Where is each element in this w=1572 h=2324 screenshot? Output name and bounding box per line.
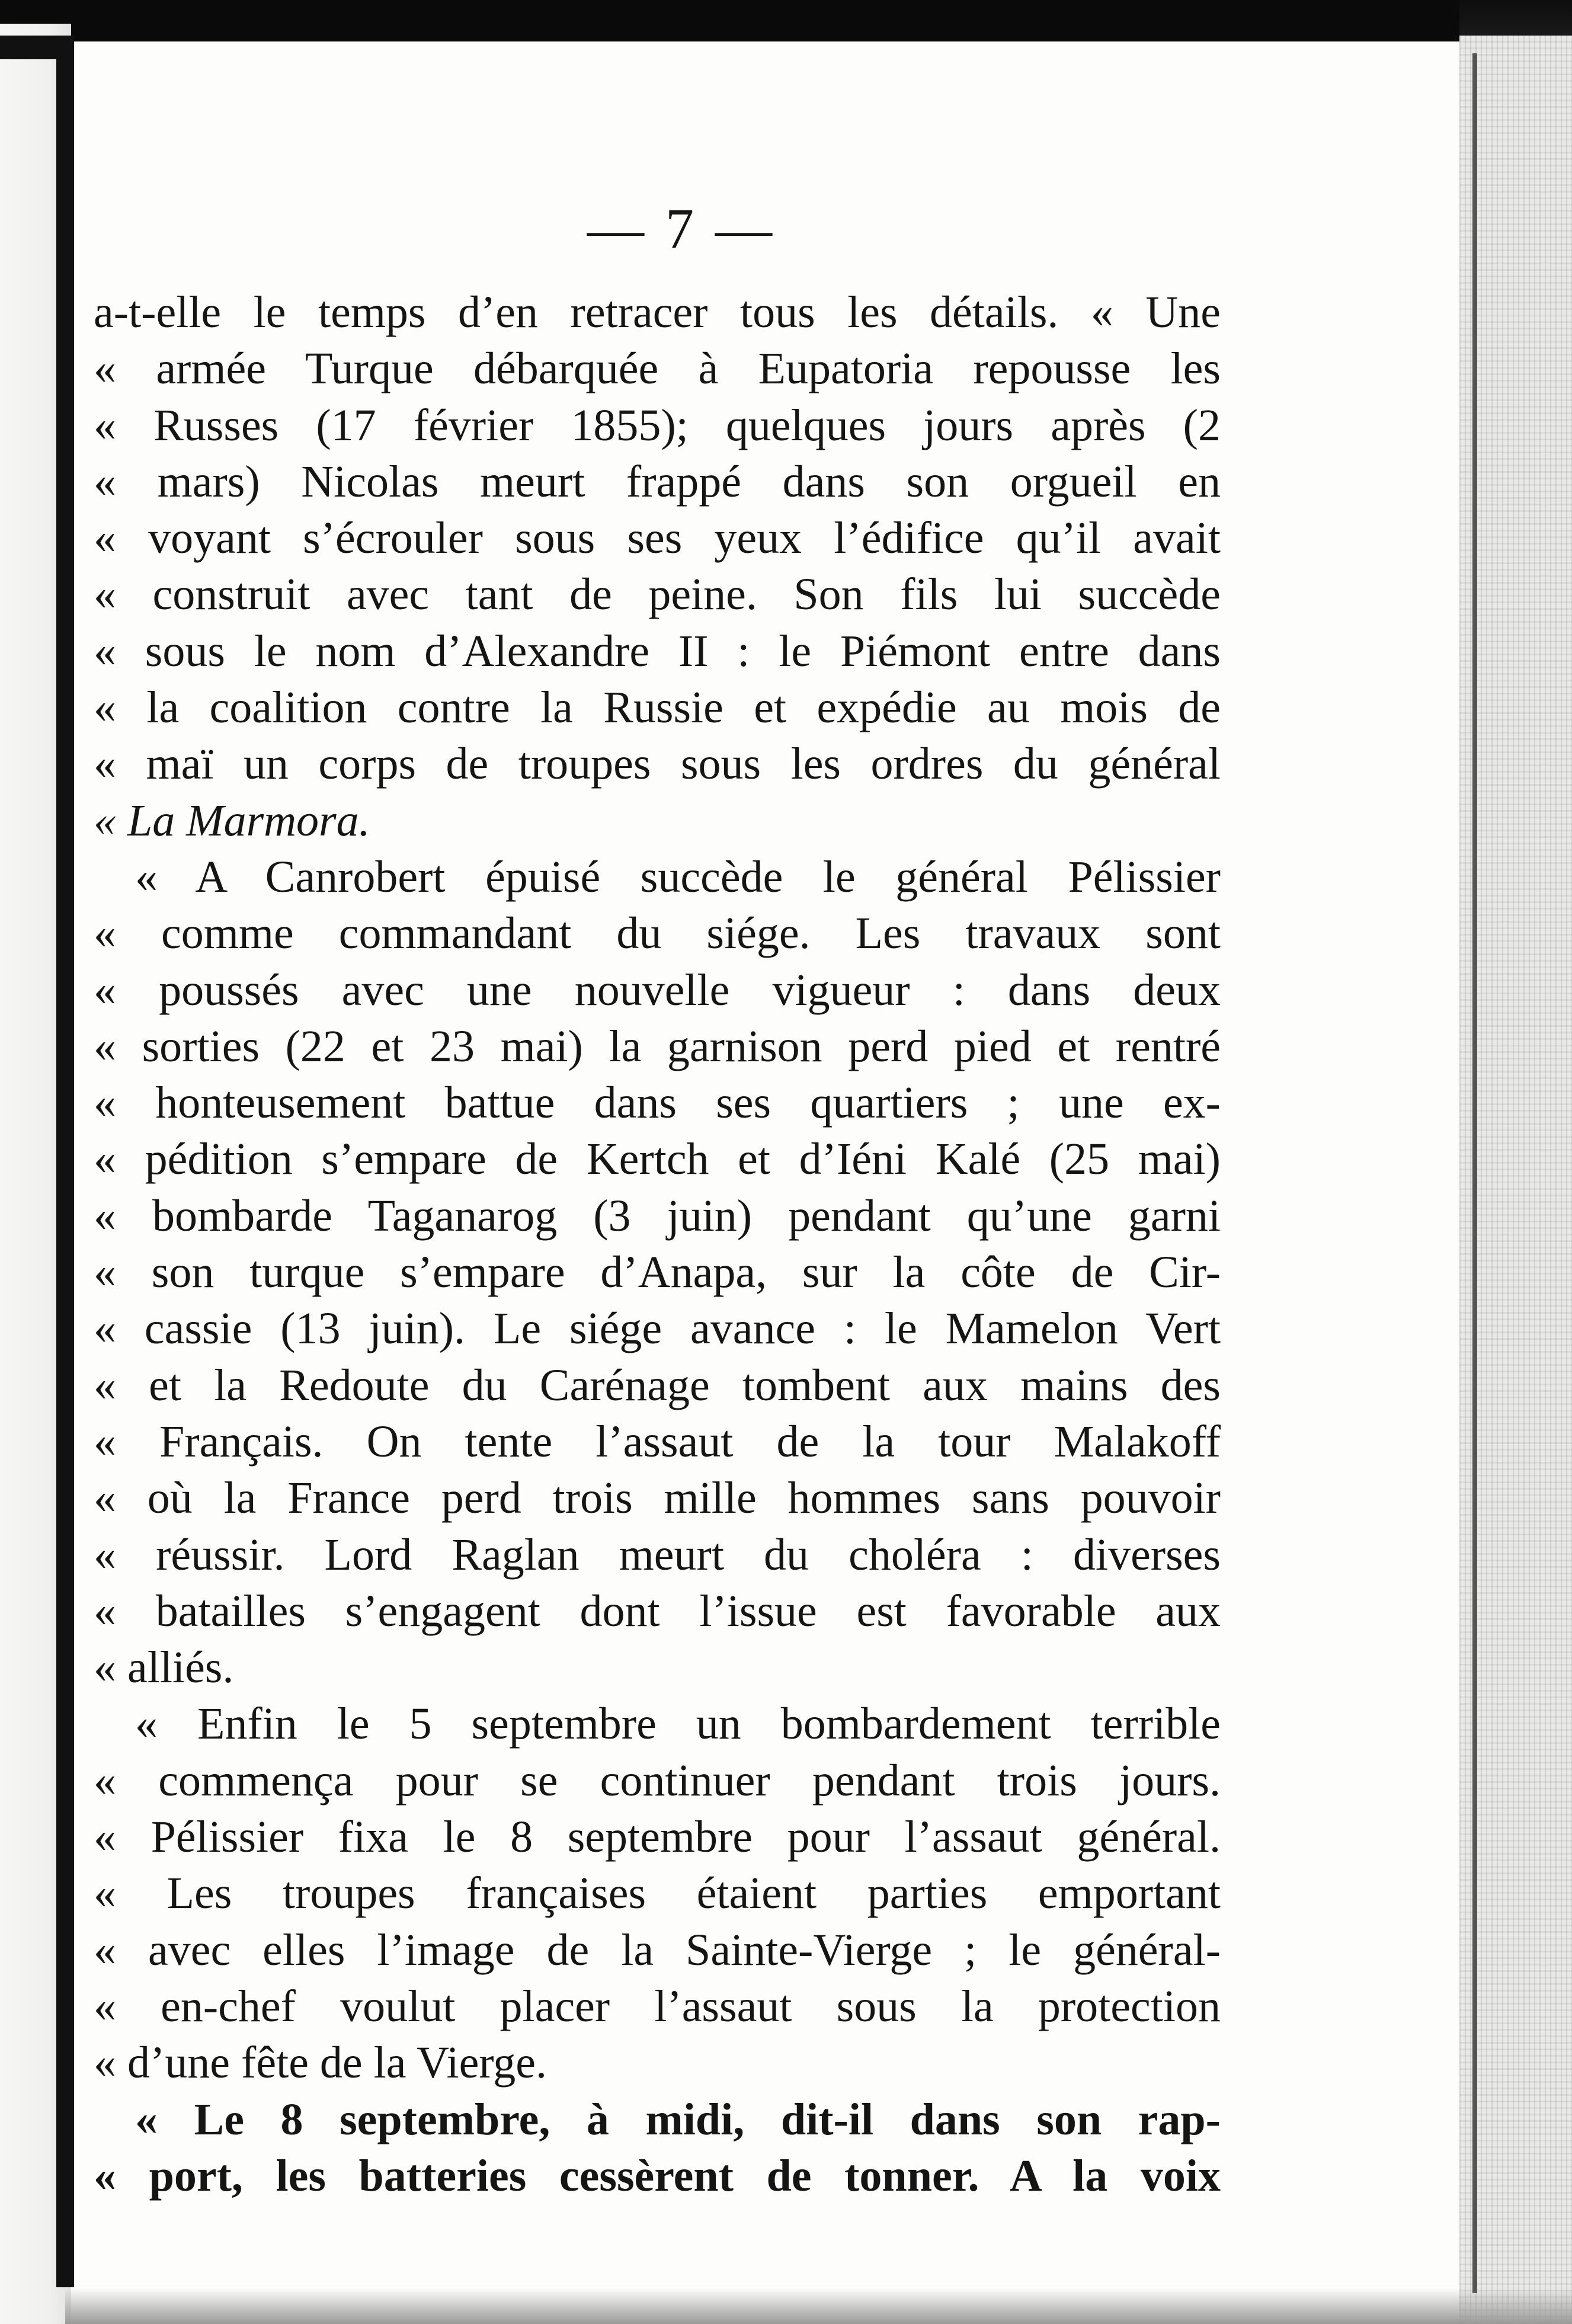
text-line: « Russes (17 février 1855); quelques jours après (2 [94,400,1221,450]
text-line: « poussés avec une nouvelle vigueur : dans deux [94,965,1221,1015]
text-line: « la coalition contre la Russie et expédie au mois de [94,683,1221,733]
text-line: « La Marmora. [94,795,370,846]
text-line: « sorties (22 et 23 mai) la garnison perd pied et rentré [94,1021,1221,1071]
scan-left-notch [0,36,71,59]
text-line: « voyant s’écrouler sous ses yeux l’édifice qu’il avait [94,513,1221,564]
page-bottom-shadow [65,2288,1572,2324]
text-line: « son turque s’empare d’Anapa, sur la côte de Cir- [94,1247,1221,1298]
text-line: « réussir. Lord Raglan meurt du choléra : diverses [94,1529,1221,1580]
text-line: « A Canrobert épuisé succède le général Pélissier [135,852,1221,902]
text-line: « Le 8 septembre, à midi, dit-il dans son rap- [135,2094,1221,2144]
scan-top-border [0,0,1572,41]
text-line: « mars) Nicolas meurt frappé dans son orgueil en [94,456,1221,507]
text-line: « alliés. [94,1643,234,1693]
text-line: a-t-elle le temps d’en retracer tous les détails. « Une [94,287,1221,337]
text-line: « cassie (13 juin). Le siége avance : le Mamelon Vert [94,1304,1221,1354]
text-line: « comme commandant du siége. Les travaux sont [94,908,1221,959]
text-line: « batailles s’engagent dont l’issue est favorable aux [94,1586,1221,1636]
text-line: « où la France perd trois mille hommes sans pouvoir [94,1473,1221,1523]
text-line: « bombarde Taganarog (3 juin) pendant qu’une garni [94,1190,1221,1241]
page-edge-line [1472,53,1477,2293]
text-line: « Les troupes françaises étaient parties emportant [94,1868,1221,1919]
text-line: « et la Redoute du Carénage tombent aux mains des [94,1360,1221,1410]
text-line: « construit avec tant de peine. Son fils lui succède [94,569,1221,620]
text-line: « armée Turque débarquée à Eupatoria repousse les [94,344,1221,394]
text-line: « Pélissier fixa le 8 septembre pour l’assaut général. [94,1812,1221,1862]
text-line: « pédition s’empare de Kertch et d’Iéni Kalé (25 mai) [94,1134,1221,1185]
text-line: « maï un corps de troupes sous les ordres du général [94,739,1221,789]
text-line: « Enfin le 5 septembre un bombardement terrible [135,1699,1221,1749]
text-line: « en-chef voulut placer l’assaut sous la protection [94,1981,1221,2031]
text-line: « honteusement battue dans ses quartiers ; une ex- [94,1078,1221,1128]
page-number: — 7 — [587,197,776,260]
text-line: « port, les batteries cessèrent de tonner. A la voix [94,2150,1221,2201]
text-line: « commença pour se continuer pendant trois jours. [94,1755,1221,1806]
book-spine-edge [56,36,74,2287]
text-line: « Français. On tente l’assaut de la tour Malakoff [94,1416,1221,1467]
body-text [94,284,1221,2204]
text-line: « avec elles l’image de la Sainte-Vierge ; le général- [94,1925,1221,1975]
text-line: « sous le nom d’Alexandre II : le Piémont entre dans [94,626,1221,676]
text-line: « d’une fête de la Vierge. [94,2038,547,2088]
